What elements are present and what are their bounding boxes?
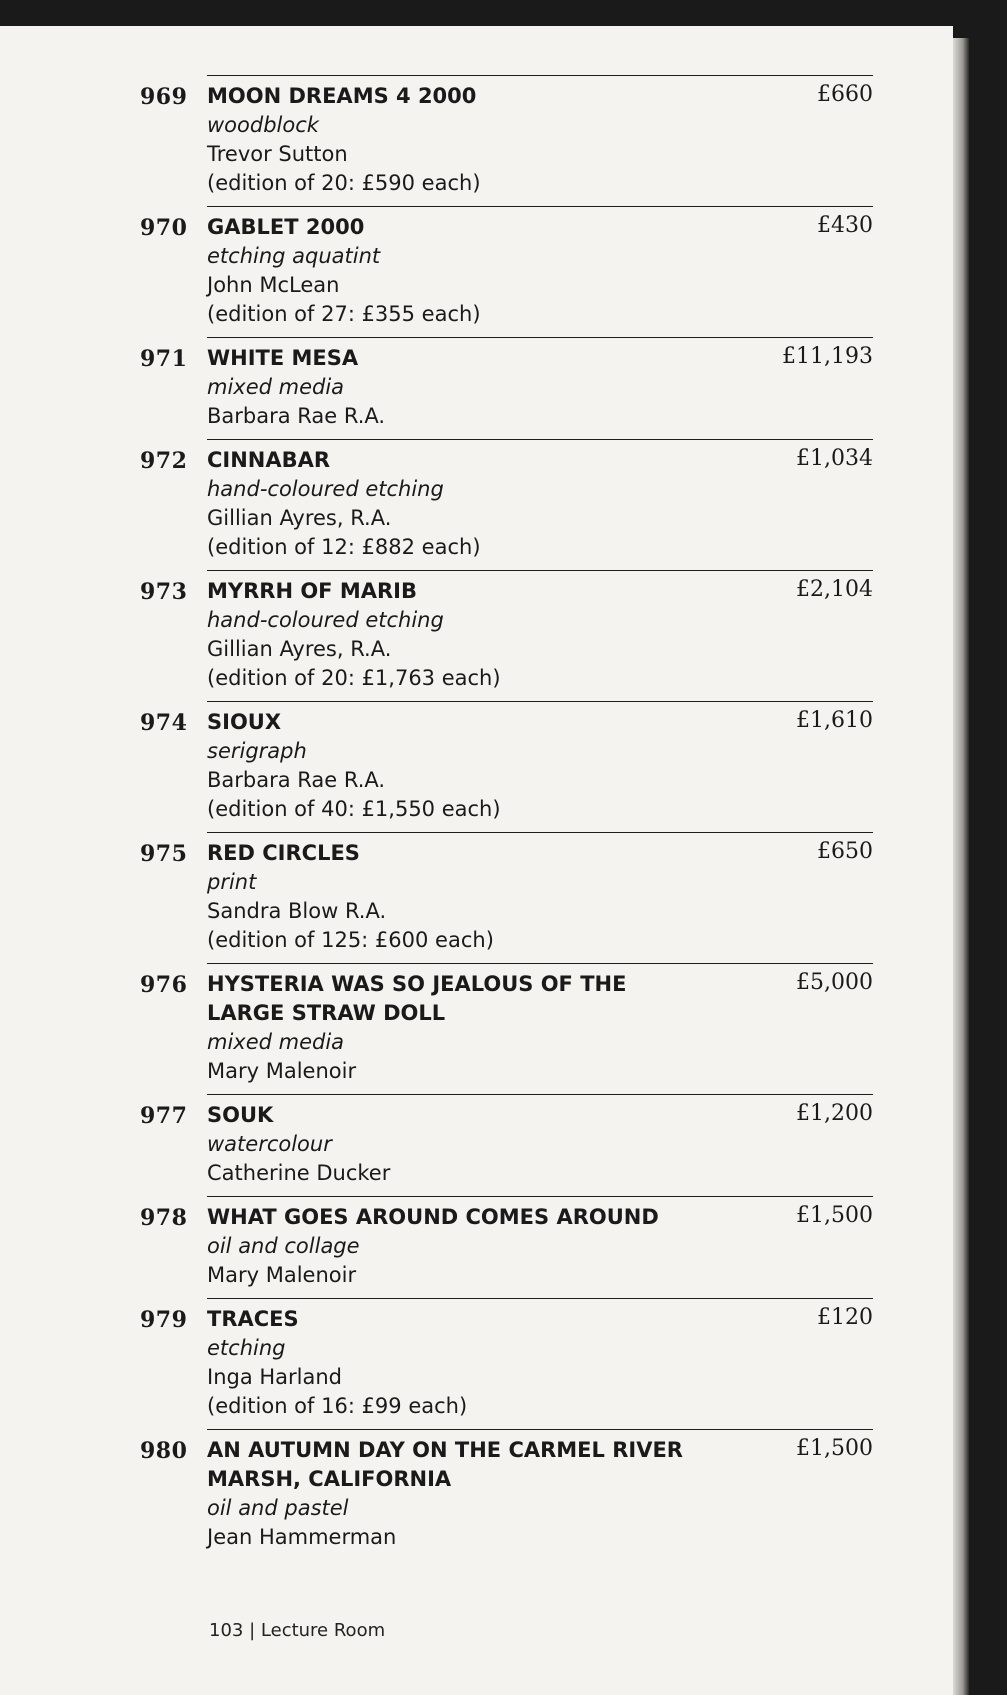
lot-title: MOON DREAMS 4 2000 [207, 84, 477, 108]
lot-medium: watercolour [207, 1132, 332, 1156]
lot-edition: (edition of 20: £1,763 each) [207, 666, 501, 690]
lot-price: £2,104 [796, 577, 873, 602]
lot-medium: hand-coloured etching [207, 477, 444, 501]
lot-title: AN AUTUMN DAY ON THE CARMEL RIVER MARSH, CALIFORNIA [207, 1438, 683, 1491]
lot-medium: mixed media [207, 1030, 345, 1054]
lot-price: £1,034 [796, 446, 873, 471]
lot-number: 978 [140, 1205, 188, 1231]
lot-number: 975 [140, 841, 188, 867]
lot-title: WHAT GOES AROUND COMES AROUND [207, 1205, 659, 1229]
lot-entry [140, 963, 873, 1094]
lot-title: GABLET 2000 [207, 215, 365, 239]
lot-edition: (edition of 12: £882 each) [207, 535, 481, 559]
page-number: 103 [209, 1620, 244, 1641]
lot-entry [140, 337, 873, 439]
lot-medium: print [207, 870, 257, 894]
lot-price: £650 [817, 839, 873, 864]
lot-artist: Mary Malenoir [207, 1059, 357, 1083]
lot-entry [140, 1429, 873, 1560]
lot-medium: oil and collage [207, 1234, 360, 1258]
lot-entry [140, 439, 873, 570]
lot-number: 973 [140, 579, 188, 605]
lot-artist: Barbara Rae R.A. [207, 404, 386, 428]
lot-title: HYSTERIA WAS SO JEALOUS OF THE LARGE STRAW DOLL [207, 972, 627, 1025]
lot-number: 977 [140, 1103, 188, 1129]
lot-price: £1,500 [796, 1203, 873, 1228]
page-footer [209, 1620, 385, 1641]
lot-entry [140, 570, 873, 701]
lot-edition: (edition of 40: £1,550 each) [207, 797, 501, 821]
lot-artist: John McLean [207, 273, 340, 297]
lot-title: RED CIRCLES [207, 841, 360, 865]
lot-price: £120 [817, 1305, 873, 1330]
lot-artist: Barbara Rae R.A. [207, 768, 386, 792]
lot-number: 979 [140, 1307, 188, 1333]
lot-entry [140, 206, 873, 337]
lot-number: 980 [140, 1438, 188, 1464]
footer-separator: | [249, 1620, 256, 1641]
lot-artist: Mary Malenoir [207, 1263, 357, 1287]
lot-artist: Gillian Ayres, R.A. [207, 506, 392, 530]
lot-artist: Trevor Sutton [207, 142, 348, 166]
lot-medium: serigraph [207, 739, 307, 763]
lot-artist: Inga Harland [207, 1365, 343, 1389]
lot-title: SOUK [207, 1103, 274, 1127]
lot-artist: Catherine Ducker [207, 1161, 391, 1185]
page-edge [953, 38, 969, 1695]
lot-number: 970 [140, 215, 188, 241]
lot-medium: etching [207, 1336, 286, 1360]
lot-number: 971 [140, 346, 188, 372]
lot-artist: Sandra Blow R.A. [207, 899, 387, 923]
lot-entry [140, 75, 873, 206]
lot-entry [140, 701, 873, 832]
lot-title: WHITE MESA [207, 346, 359, 370]
lot-title: MYRRH OF MARIB [207, 579, 417, 603]
lot-number: 976 [140, 972, 188, 998]
lot-medium: etching aquatint [207, 244, 381, 268]
section-name: Lecture Room [260, 1620, 386, 1641]
lot-price: £1,500 [796, 1436, 873, 1461]
lot-edition: (edition of 125: £600 each) [207, 928, 494, 952]
lot-title: SIOUX [207, 710, 282, 734]
lot-edition: (edition of 16: £99 each) [207, 1394, 468, 1418]
lot-price: £1,610 [796, 708, 873, 733]
lot-price: £660 [817, 82, 873, 107]
lot-title: CINNABAR [207, 448, 331, 472]
lot-price: £430 [817, 213, 873, 238]
lot-number: 974 [140, 710, 188, 736]
lot-edition: (edition of 20: £590 each) [207, 171, 481, 195]
lot-entry [140, 832, 873, 963]
lot-price: £1,200 [796, 1101, 873, 1126]
lot-title: TRACES [207, 1307, 299, 1331]
lot-list [140, 75, 873, 1560]
lot-medium: mixed media [207, 375, 345, 399]
lot-medium: woodblock [207, 113, 319, 137]
lot-medium: hand-coloured etching [207, 608, 444, 632]
lot-medium: oil and pastel [207, 1496, 349, 1520]
lot-edition: (edition of 27: £355 each) [207, 302, 481, 326]
lot-entry [140, 1298, 873, 1429]
lot-entry [140, 1094, 873, 1196]
lot-price: £11,193 [782, 344, 873, 369]
lot-entry [140, 1196, 873, 1298]
lot-artist: Gillian Ayres, R.A. [207, 637, 392, 661]
lot-number: 972 [140, 448, 188, 474]
lot-price: £5,000 [796, 970, 873, 995]
lot-number: 969 [140, 84, 188, 110]
lot-artist: Jean Hammerman [207, 1525, 397, 1549]
